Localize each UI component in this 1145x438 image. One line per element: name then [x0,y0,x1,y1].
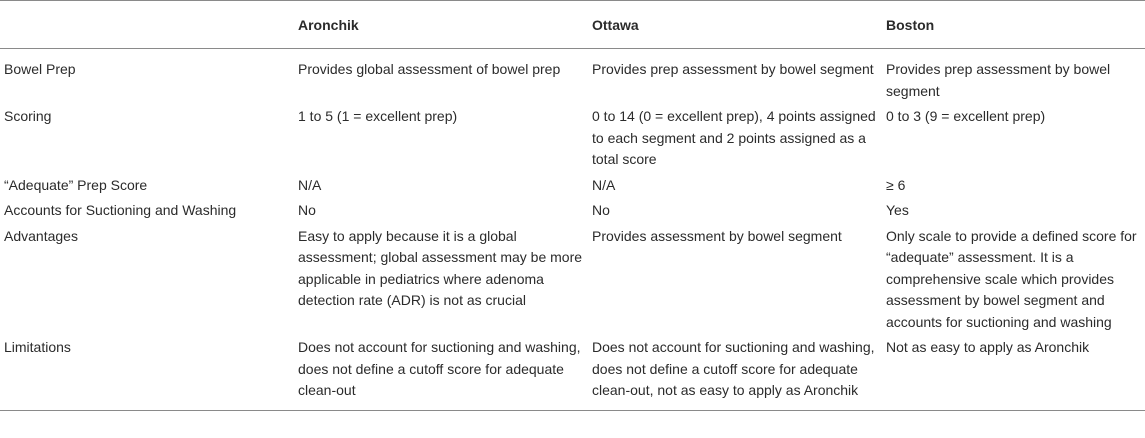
header-row [0,1,1145,49]
table-row-adequate-prep-score [0,171,1145,197]
header-cell-aronchik: Aronchik [298,16,359,33]
cell-boston: ≥ 6 [886,176,906,193]
table-row-bowel-prep [0,49,1145,103]
header-cell-empty [0,1,294,49]
row-label: Limitations [4,339,71,355]
cell-aronchik: Easy to apply because it is a global assessment; global assessment may be more applicable in pediatrics where adenoma detection rate (ADR) is not as crucial [298,227,583,308]
cell-aronchik: No [298,202,316,218]
cell-aronchik: N/A [298,176,322,193]
row-label: Scoring [4,108,52,124]
table-row-suctioning-washing [0,196,1145,222]
row-label: Accounts for Suctioning and Washing [4,202,237,218]
header-cell-ottawa: Ottawa [592,16,639,33]
table-body [0,49,1145,411]
row-label: “Adequate” Prep Score [4,176,148,193]
cell-boston: 0 to 3 (9 = excellent prep) [886,108,1046,124]
cell-ottawa: Does not account for suctioning and washing, does not define a cutoff score for adequate clean-out, not as easy to apply as Aronchik [592,339,875,398]
row-label: Bowel Prep [4,61,76,77]
cell-ottawa: 0 to 14 (0 = excellent prep), 4 points assigned to each segment and 2 points assigned as a total score [592,108,876,167]
cell-boston: Provides prep assessment by bowel segment [886,61,1111,99]
table-row-limitations [0,333,1145,410]
table-row-scoring [0,102,1145,171]
cell-ottawa: N/A [592,176,616,193]
table-row-advantages [0,222,1145,334]
cell-aronchik: Provides global assessment of bowel prep [298,61,561,77]
cell-aronchik: 1 to 5 (1 = excellent prep) [298,108,458,124]
cell-ottawa: Provides assessment by bowel segment [592,227,842,244]
row-label: Advantages [4,227,78,244]
cell-ottawa: No [592,202,610,218]
cell-ottawa: Provides prep assessment by bowel segment [592,61,874,77]
cell-boston: Only scale to provide a defined score for “adequate” assessment. It is a comprehensive scale which provides assessment by bowel segment and accounts for suctioning and washing [886,227,1137,330]
header-cell-boston: Boston [886,16,935,33]
cell-boston: Not as easy to apply as Aronchik [886,339,1090,355]
cell-boston: Yes [886,202,909,218]
table-header [0,1,1145,49]
cell-aronchik: Does not account for suctioning and washing, does not define a cutoff score for adequate clean-out [298,339,581,398]
